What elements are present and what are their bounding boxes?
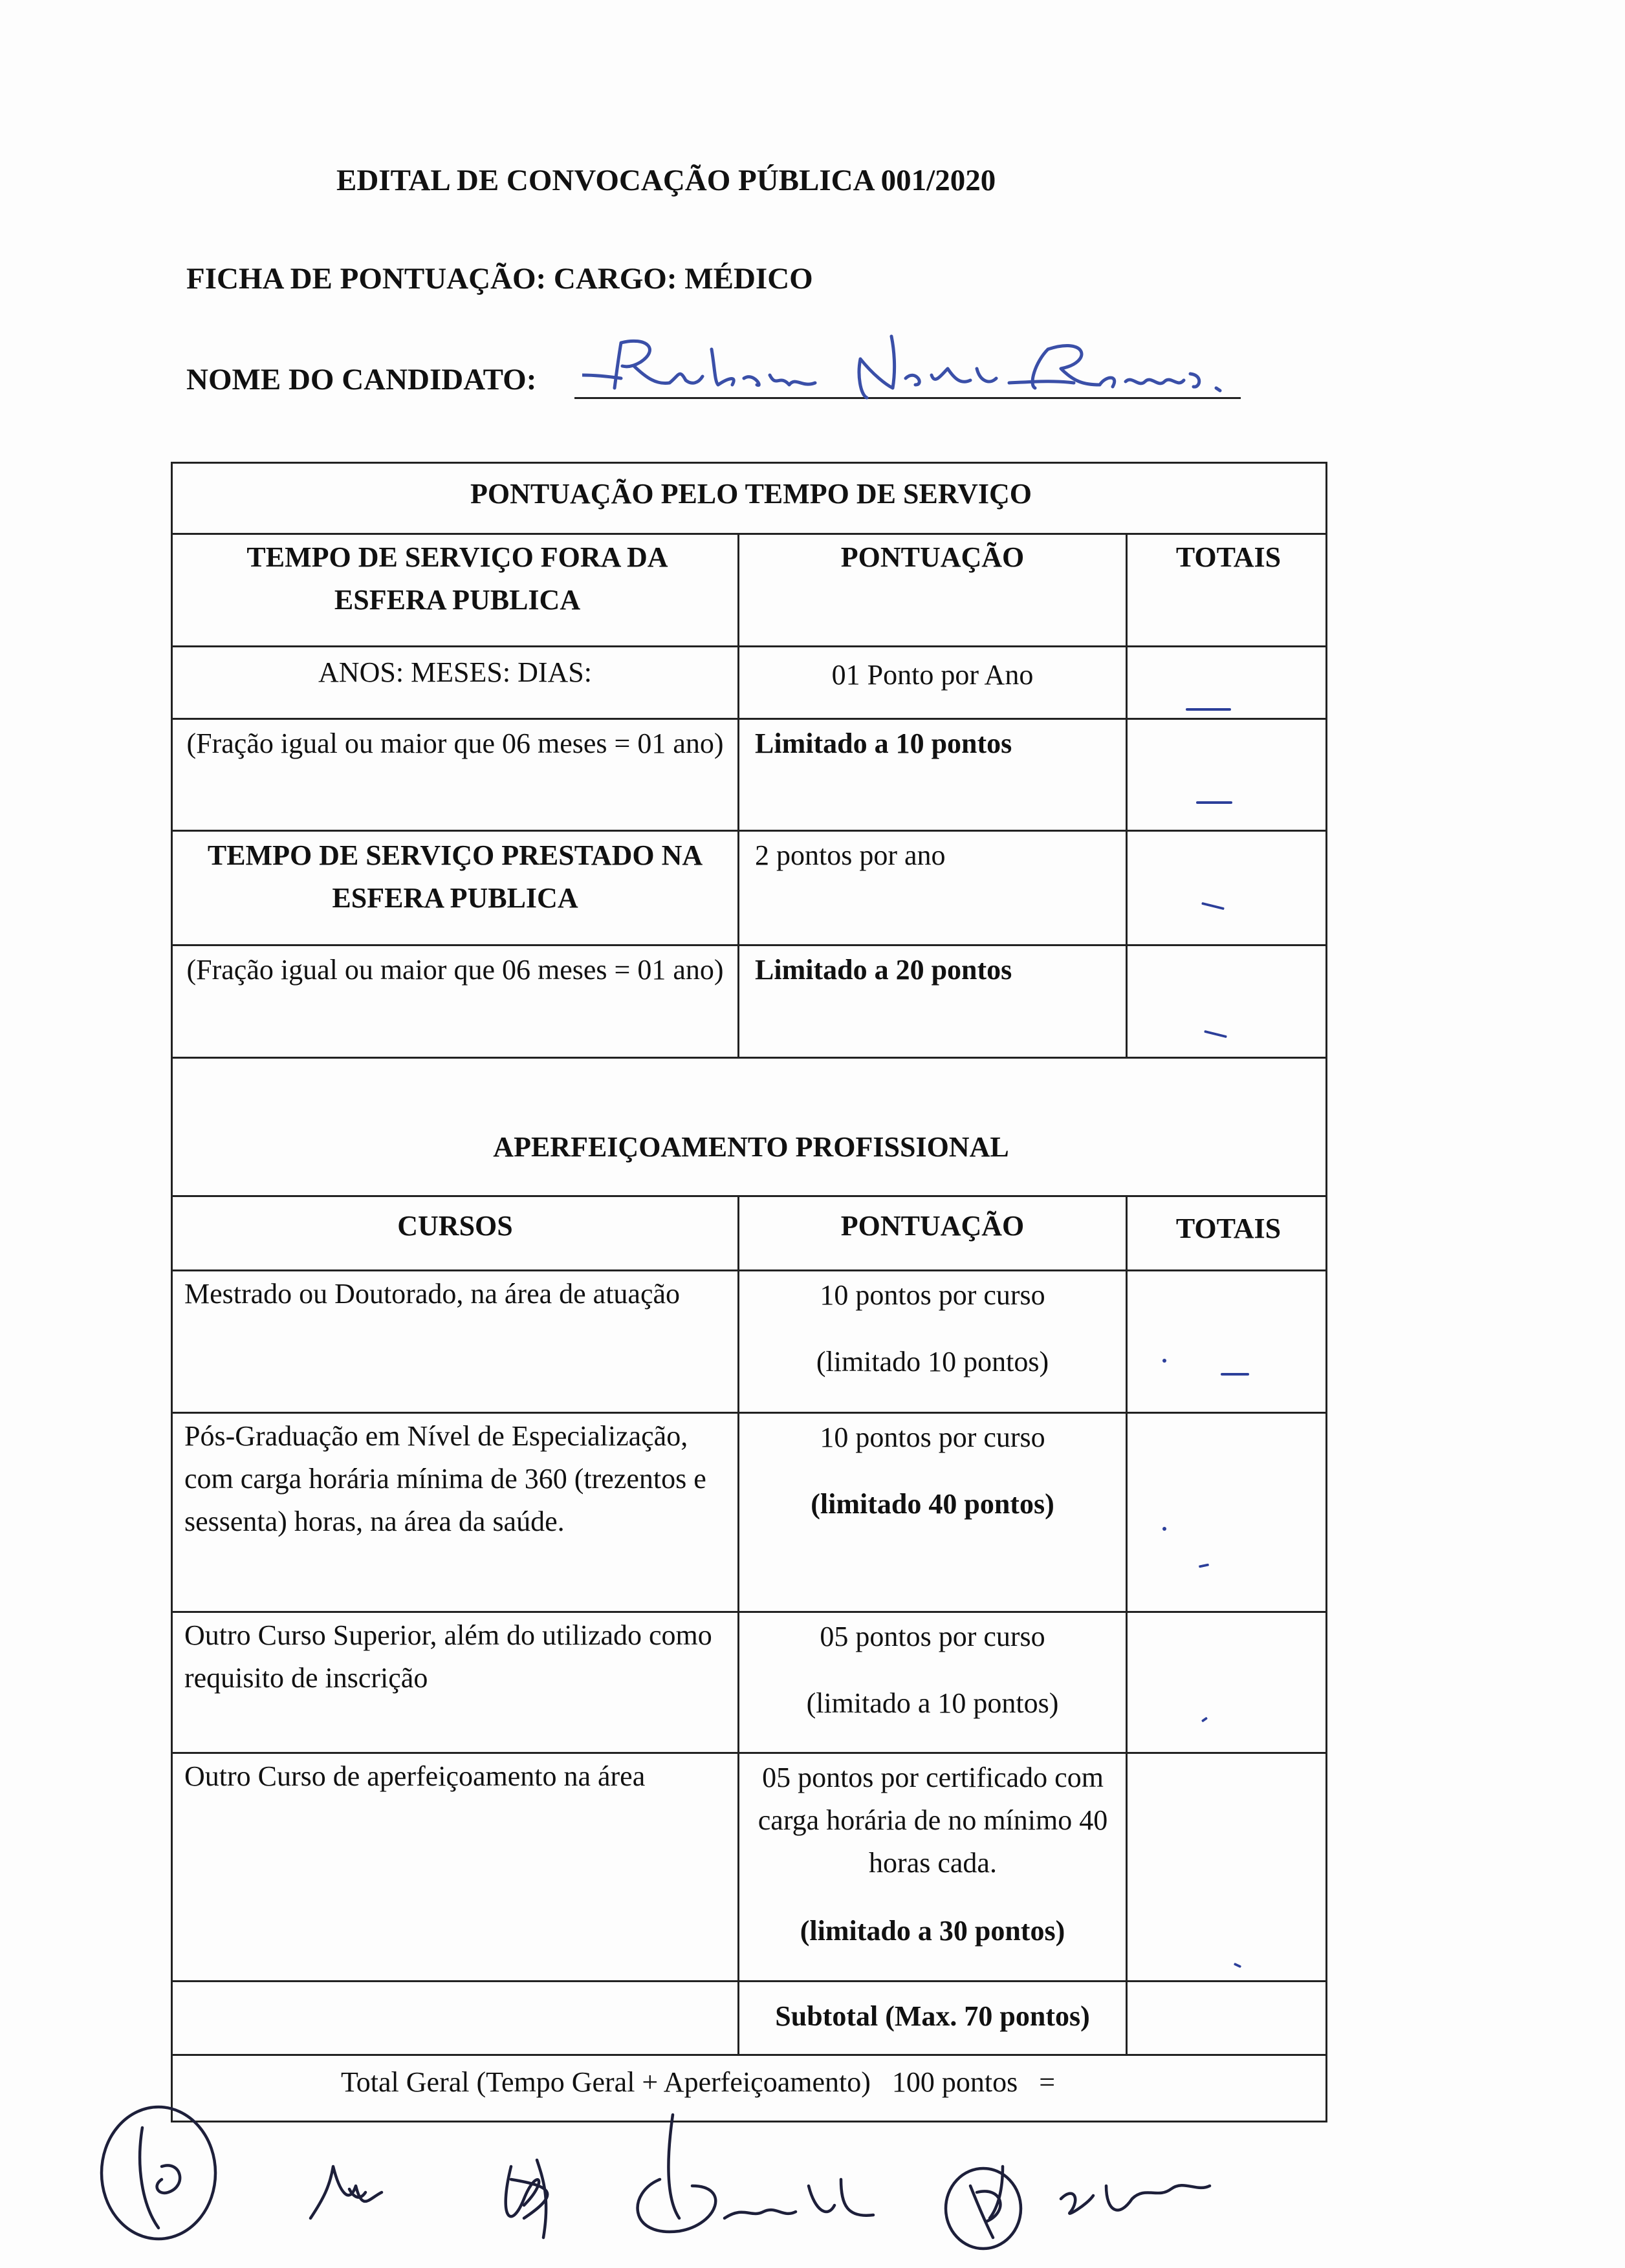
section2-row-points: 05 pontos por certificado com carga horária de no mínimo 40 horas cada. — [758, 1762, 1108, 1879]
section1-col-points: PONTUAÇÃO — [840, 541, 1025, 573]
section2-row-desc: Pós-Graduação em Nível de Especialização, com carga horária mínima de 360 (trezentos e sessenta) horas, na área da saúde. — [184, 1420, 706, 1537]
document-title: EDITAL DE CONVOCAÇÃO PÚBLICA 001/2020 — [336, 164, 996, 197]
section2-col-points: PONTUAÇÃO — [840, 1210, 1025, 1242]
section2-row-total-mark — [1221, 1373, 1249, 1376]
grand-total: Total Geral (Tempo Geral + Aperfeiçoamento) 100 pontos = — [341, 2066, 1056, 2098]
section1-row-points: Limitado a 20 pontos — [755, 954, 1012, 986]
section2-row-desc: Mestrado ou Doutorado, na área de atuação — [184, 1278, 681, 1310]
section2-row-points: 05 pontos por curso — [820, 1621, 1045, 1652]
section1-row-desc: (Fração igual ou maior que 06 meses = 01 ano) — [186, 728, 724, 759]
section1-row-total-mark — [1201, 902, 1225, 911]
section1-row-desc: ANOS: MESES: DIAS: — [318, 656, 592, 688]
section2-row-limit: (limitado a 30 pontos) — [800, 1915, 1065, 1947]
section2-row-points: 10 pontos por curso — [820, 1279, 1045, 1311]
section1-row-desc: TEMPO DE SERVIÇO PRESTADO NA ESFERA PUBLICA — [207, 839, 703, 914]
section2-row-desc: Outro Curso Superior, além do utilizado como requisito de inscrição — [184, 1619, 712, 1694]
section2-col-desc: CURSOS — [397, 1210, 513, 1242]
stray-dot — [1162, 1527, 1166, 1531]
section1-row-points: Limitado a 10 pontos — [755, 728, 1012, 759]
section2-row-total-mark — [1234, 1963, 1242, 1969]
section2-row-desc: Outro Curso de aperfeiçoamento na área — [184, 1760, 646, 1792]
section1-row-total-mark — [1196, 801, 1232, 804]
section2-row-limit: (limitado 10 pontos) — [816, 1346, 1049, 1377]
document-subtitle: FICHA DE PONTUAÇÃO: CARGO: MÉDICO — [186, 262, 813, 296]
section1-row-desc: (Fração igual ou maior que 06 meses = 01 ano) — [186, 954, 724, 986]
section1-row-total-mark — [1204, 1030, 1227, 1039]
section2-row-points: 10 pontos por curso — [820, 1421, 1045, 1453]
section2-title: APERFEIÇOAMENTO PROFISSIONAL — [493, 1131, 1009, 1163]
candidate-name-handwriting — [582, 323, 1236, 401]
signatures — [97, 2089, 1261, 2257]
section1-row-points: 2 pontos por ano — [755, 839, 946, 871]
section2-col-totals: TOTAIS — [1175, 1213, 1281, 1244]
section1-row-total-mark — [1186, 708, 1231, 711]
section2-row-limit: (limitado 40 pontos) — [811, 1488, 1054, 1520]
section1-col-totals: TOTAIS — [1175, 541, 1281, 573]
candidate-label: NOME DO CANDIDATO: — [186, 363, 537, 396]
section2-row-total-mark — [1199, 1563, 1209, 1568]
stray-dot — [1162, 1359, 1166, 1363]
section1-col-desc: TEMPO DE SERVIÇO FORA DA ESFERA PUBLICA — [246, 541, 668, 616]
section1-title: PONTUAÇÃO PELO TEMPO DE SERVIÇO — [470, 478, 1032, 510]
score-table — [171, 462, 1327, 2122]
section2-row-total-mark — [1201, 1716, 1208, 1722]
section2-subtotal: Subtotal (Max. 70 pontos) — [775, 2000, 1090, 2032]
section1-row-points: 01 Ponto por Ano — [831, 659, 1034, 691]
section2-row-limit: (limitado a 10 pontos) — [806, 1687, 1059, 1719]
